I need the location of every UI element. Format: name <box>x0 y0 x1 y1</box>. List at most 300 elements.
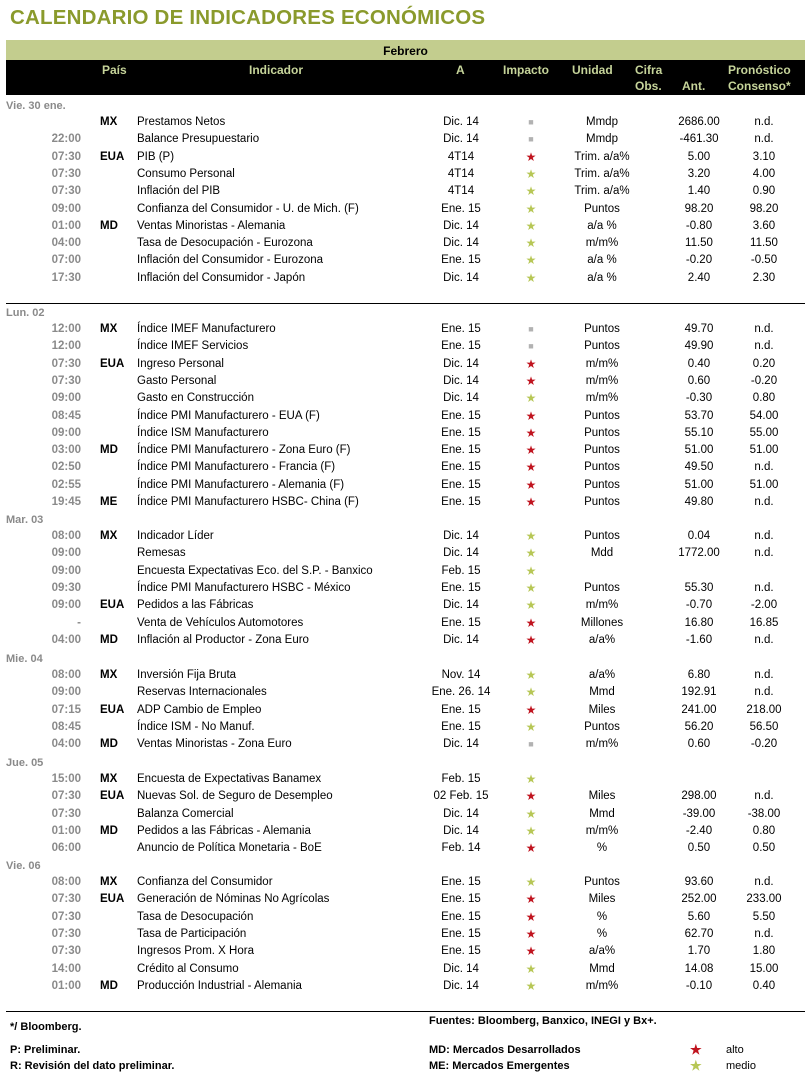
row-unit: m/m% <box>585 738 619 751</box>
row-forecast: 218.00 <box>746 703 782 716</box>
impact-medium-star-icon: ★ <box>525 598 537 613</box>
row-previous: 93.60 <box>684 876 714 888</box>
row-time: 19:45 <box>51 496 81 508</box>
row-unit: m/m% <box>585 979 619 992</box>
table-row <box>6 392 805 409</box>
row-unit: m/m% <box>585 599 619 612</box>
row-forecast: n.d. <box>754 876 774 888</box>
header-cifra: Cifra <box>635 63 663 77</box>
row-time: 07:30 <box>51 374 81 387</box>
row-indicator: Índice PMI Manufacturero - Zona Euro (F) <box>137 444 351 457</box>
row-previous: -0.20 <box>685 254 713 267</box>
row-unit: a/a % <box>587 219 617 232</box>
row-forecast: n.d. <box>754 633 774 646</box>
row-unit: a/a% <box>588 633 616 646</box>
impact-medium-star-icon: ★ <box>525 823 537 838</box>
row-indicator: Gasto en Construcción <box>137 392 254 405</box>
row-forecast: -0.20 <box>750 374 778 387</box>
row-previous: 3.20 <box>687 167 711 180</box>
row-previous: 252.00 <box>681 893 717 906</box>
row-period: Ene. 15 <box>441 910 481 923</box>
row-indicator: Índice IMEF Servicios <box>137 340 249 353</box>
row-previous: -0.30 <box>685 392 713 405</box>
header-impacto: Impacto <box>503 63 550 77</box>
row-forecast: 5.50 <box>752 910 776 923</box>
row-unit: Puntos <box>584 444 620 457</box>
row-previous: 0.40 <box>687 357 711 370</box>
table-row <box>6 842 805 859</box>
footnote-bloomberg: */ Bloomberg. <box>10 1021 82 1033</box>
row-indicator: Índice ISM - No Manuf. <box>137 720 255 733</box>
row-unit: a/a% <box>588 945 616 958</box>
table-header <box>6 60 805 95</box>
row-period: Dic. 14 <box>443 357 479 370</box>
impact-high-star-icon: ★ <box>525 356 537 371</box>
row-indicator: Balanza Comercial <box>137 807 234 820</box>
row-unit: Mdd <box>590 547 614 560</box>
row-period: Ene. 15 <box>441 340 481 353</box>
row-period: Dic. 14 <box>443 133 479 146</box>
row-unit: % <box>596 927 608 940</box>
table-row <box>6 272 805 289</box>
table-row <box>6 669 805 686</box>
row-forecast: 0.40 <box>752 979 776 992</box>
row-indicator: Nuevas Sol. de Seguro de Desempleo <box>137 790 333 803</box>
table-row <box>6 530 805 547</box>
row-unit: % <box>596 842 608 855</box>
row-period: Ene. 15 <box>441 876 481 888</box>
table-row <box>6 790 805 807</box>
impact-medium-star-icon: ★ <box>525 201 537 216</box>
row-previous: 5.00 <box>687 150 711 163</box>
row-previous: 1.70 <box>687 945 711 958</box>
table-row <box>6 565 805 582</box>
table-row <box>6 825 805 842</box>
footnote-sources: Fuentes: Bloomberg, Banxico, INEGI y Bx+. <box>429 1015 657 1027</box>
row-indicator: Consumo Personal <box>137 167 235 180</box>
row-country: MX <box>100 323 118 335</box>
row-previous: 298.00 <box>681 790 717 803</box>
row-time: 09:00 <box>51 547 81 560</box>
table-row <box>6 496 805 513</box>
row-indicator: Tasa de Participación <box>137 927 247 940</box>
header-a: A <box>456 63 465 77</box>
row-time: 09:30 <box>51 581 81 594</box>
row-forecast: n.d. <box>754 461 774 474</box>
row-indicator: Prestamos Netos <box>137 116 226 128</box>
row-time: 07:30 <box>51 167 81 180</box>
row-indicator: Generación de Nóminas No Agrícolas <box>137 893 330 906</box>
row-previous: 5.60 <box>687 910 711 923</box>
row-previous: 1772.00 <box>678 547 720 560</box>
impact-high-star-icon: ★ <box>525 702 537 717</box>
header-unidad: Unidad <box>572 63 613 77</box>
row-unit: Mmd <box>589 807 615 820</box>
impact-medium-star-icon: ★ <box>525 546 537 561</box>
row-forecast: -0.20 <box>750 738 778 751</box>
impact-medium-star-icon: ★ <box>525 218 537 233</box>
row-time: 07:30 <box>51 807 81 820</box>
row-previous: 55.30 <box>684 581 714 594</box>
row-forecast: -38.00 <box>747 807 781 820</box>
row-period: Ene. 15 <box>441 703 481 716</box>
table-row <box>6 410 805 427</box>
row-previous: 55.10 <box>684 426 714 439</box>
impact-medium-star-icon: ★ <box>525 719 537 734</box>
row-country: EUA <box>100 599 125 612</box>
row-unit: Puntos <box>584 876 620 888</box>
row-time: 07:00 <box>51 254 81 267</box>
row-indicator: Pedidos a las Fábricas <box>137 599 254 612</box>
impact-medium-star-icon: ★ <box>525 236 537 251</box>
row-indicator: Inflación al Productor - Zona Euro <box>137 633 309 646</box>
table-row <box>6 634 805 651</box>
row-period: Nov. 14 <box>441 669 481 681</box>
row-forecast: 3.10 <box>752 150 776 163</box>
row-time: 07:30 <box>51 150 81 163</box>
impact-high-star-icon: ★ <box>525 373 537 388</box>
row-period: Dic. 14 <box>443 824 479 837</box>
section-divider <box>6 303 805 304</box>
row-indicator: Anuncio de Política Monetaria - BoE <box>137 842 322 855</box>
row-previous: 14.08 <box>684 962 714 975</box>
table-row <box>6 323 805 340</box>
table-row <box>6 444 805 461</box>
row-forecast: 11.50 <box>750 237 778 250</box>
row-time: 07:30 <box>51 357 81 370</box>
impact-medium-star-icon: ★ <box>525 529 537 543</box>
row-unit: Puntos <box>584 461 620 474</box>
row-unit: Puntos <box>584 340 620 353</box>
row-previous: 51.00 <box>684 478 714 491</box>
row-previous: 0.60 <box>687 374 711 387</box>
row-period: Ene. 15 <box>441 409 481 422</box>
row-period: Dic. 14 <box>443 271 479 284</box>
row-period: Ene. 15 <box>441 616 481 629</box>
row-indicator: Inflación del PIB <box>137 185 221 198</box>
row-unit: Miles <box>588 790 616 803</box>
row-period: Dic. 14 <box>443 807 479 820</box>
row-previous: -461.30 <box>679 133 719 146</box>
row-previous: 0.50 <box>687 842 711 855</box>
row-previous: 53.70 <box>684 409 714 422</box>
row-period: 4T14 <box>447 150 475 163</box>
section-day-label: Mie. 04 <box>6 653 43 665</box>
row-forecast: 16.85 <box>749 616 779 629</box>
impact-high-star-icon: ★ <box>525 425 537 440</box>
row-unit: Miles <box>588 893 616 906</box>
impact-low-square-icon: ■ <box>528 324 534 334</box>
row-indicator: Reservas Internacionales <box>137 686 267 699</box>
impact-high-star-icon: ★ <box>525 460 537 475</box>
header-ant: Ant. <box>682 79 706 93</box>
row-unit: Trim. a/a% <box>574 185 630 198</box>
row-period: Ene. 26. 14 <box>431 686 491 699</box>
table-row <box>6 151 805 168</box>
row-unit: Puntos <box>584 202 620 215</box>
impact-medium-star-icon: ★ <box>525 806 537 821</box>
table-row <box>6 220 805 237</box>
row-indicator: Índice IMEF Manufacturero <box>137 323 276 335</box>
row-time: 01:00 <box>51 219 81 232</box>
row-time: 04:00 <box>51 633 81 646</box>
table-row <box>6 704 805 721</box>
row-indicator: Encuesta de Expectativas Banamex <box>137 773 322 785</box>
impact-medium-star-icon: ★ <box>525 580 537 595</box>
row-period: Ene. 15 <box>441 945 481 958</box>
row-previous: 49.50 <box>684 461 714 474</box>
page-title: CALENDARIO DE INDICADORES ECONÓMICOS <box>10 6 486 29</box>
row-period: Dic. 14 <box>443 116 479 128</box>
row-unit: Puntos <box>584 426 620 439</box>
table-row <box>6 876 805 893</box>
table-row <box>6 617 805 634</box>
row-country: MD <box>100 738 118 751</box>
row-time: 02:50 <box>51 461 81 474</box>
table-row <box>6 203 805 220</box>
impact-high-star-icon: ★ <box>525 841 537 856</box>
impact-medium-star-icon: ★ <box>525 391 537 406</box>
table-row <box>6 963 805 980</box>
row-forecast: 0.20 <box>752 357 776 370</box>
row-forecast: n.d. <box>754 790 774 803</box>
impact-medium-star-icon: ★ <box>525 166 537 181</box>
row-period: Ene. 15 <box>441 202 481 215</box>
row-period: 02 Feb. 15 <box>433 790 489 803</box>
footnote-me: ME: Mercados Emergentes <box>429 1060 570 1072</box>
row-forecast: 98.20 <box>749 202 779 215</box>
impact-high-star-icon: ★ <box>525 926 537 941</box>
table-row <box>6 133 805 150</box>
row-time: 04:00 <box>51 237 81 250</box>
table-row <box>6 980 805 997</box>
impact-medium-star-icon: ★ <box>525 270 537 285</box>
row-forecast: 55.00 <box>749 426 779 439</box>
row-unit: m/m% <box>585 824 619 837</box>
impact-medium-star-icon: ★ <box>525 668 537 682</box>
row-time: 06:00 <box>51 842 81 855</box>
row-time: 01:00 <box>51 979 81 992</box>
table-row <box>6 427 805 444</box>
row-previous: 49.70 <box>684 323 714 335</box>
row-unit: m/m% <box>585 237 619 250</box>
row-indicator: Ventas Minoristas - Alemania <box>137 219 286 232</box>
row-previous: 0.60 <box>687 738 711 751</box>
row-unit: Puntos <box>584 409 620 422</box>
row-forecast: n.d. <box>754 686 774 699</box>
impact-medium-star-icon: ★ <box>525 961 537 976</box>
row-time: 07:30 <box>51 927 81 940</box>
row-previous: -39.00 <box>682 807 716 820</box>
footnote-md: MD: Mercados Desarrollados <box>429 1044 581 1056</box>
row-country: MD <box>100 979 118 992</box>
impact-medium-star-icon: ★ <box>525 978 537 993</box>
row-forecast: n.d. <box>754 547 774 560</box>
row-unit: Puntos <box>584 496 620 508</box>
impact-high-star-icon: ★ <box>525 909 537 924</box>
table-row <box>6 461 805 478</box>
row-time: 14:00 <box>51 962 81 975</box>
row-time: 15:00 <box>51 773 81 785</box>
row-period: Dic. 14 <box>443 633 479 646</box>
row-previous: 56.20 <box>684 720 714 733</box>
table-row <box>6 254 805 271</box>
header-pronostico: Pronóstico <box>728 63 791 77</box>
row-indicator: Índice PMI Manufacturero HSBC - México <box>137 581 351 594</box>
legend-high-star-icon: ★ <box>690 1042 702 1057</box>
row-previous: 51.00 <box>684 444 714 457</box>
row-indicator: Inversión Fija Bruta <box>137 669 237 681</box>
row-indicator: Ingreso Personal <box>137 357 224 370</box>
legend-mid-label: medio <box>726 1060 756 1072</box>
row-forecast: n.d. <box>754 340 774 353</box>
impact-medium-star-icon: ★ <box>525 563 537 578</box>
month-banner: Febrero <box>6 40 805 60</box>
row-country: EUA <box>100 893 125 906</box>
impact-high-star-icon: ★ <box>525 408 537 423</box>
table-row <box>6 599 805 616</box>
impact-medium-star-icon: ★ <box>525 875 537 889</box>
row-period: Dic. 14 <box>443 237 479 250</box>
header-indicador: Indicador <box>249 63 304 77</box>
impact-low-square-icon: ■ <box>528 739 534 750</box>
row-period: Ene. 15 <box>441 581 481 594</box>
row-period: Dic. 14 <box>443 599 479 612</box>
row-country: MD <box>100 633 118 646</box>
row-indicator: Índice ISM Manufacturero <box>137 426 269 439</box>
row-forecast: 56.50 <box>749 720 779 733</box>
row-period: Feb. 14 <box>441 842 481 855</box>
row-forecast: n.d. <box>754 133 774 146</box>
table-row <box>6 168 805 185</box>
row-indicator: Gasto Personal <box>137 374 217 387</box>
header-obs: Obs. <box>635 79 662 93</box>
impact-low-square-icon: ■ <box>528 134 534 145</box>
row-indicator: ADP Cambio de Empleo <box>137 703 262 716</box>
row-previous: 241.00 <box>681 703 717 716</box>
impact-low-square-icon: ■ <box>528 341 534 352</box>
row-unit: Puntos <box>584 581 620 594</box>
row-indicator: Ventas Minoristas - Zona Euro <box>137 738 292 751</box>
table-row <box>6 582 805 599</box>
row-forecast: 4.00 <box>752 167 776 180</box>
row-indicator: Tasa de Desocupación <box>137 910 254 923</box>
row-period: Ene. 15 <box>441 720 481 733</box>
section-day-label: Vie. 30 ene. <box>6 100 66 112</box>
row-indicator: Indicador Líder <box>137 530 214 542</box>
row-forecast: 3.60 <box>752 219 776 232</box>
row-forecast: n.d. <box>754 927 774 940</box>
row-country: MD <box>100 824 118 837</box>
impact-high-star-icon: ★ <box>525 443 537 458</box>
table-row <box>6 375 805 392</box>
impact-medium-star-icon: ★ <box>525 772 537 786</box>
row-indicator: Inflación del Consumidor - Japón <box>137 271 306 284</box>
row-country: EUA <box>100 703 125 716</box>
row-period: Dic. 14 <box>443 547 479 560</box>
row-period: Ene. 15 <box>441 461 481 474</box>
row-time: 08:00 <box>51 669 81 681</box>
row-indicator: Venta de Vehículos Automotores <box>137 616 304 629</box>
row-indicator: Confianza del Consumidor <box>137 876 273 888</box>
row-previous: 1.40 <box>687 185 711 198</box>
row-time: 08:00 <box>51 530 81 542</box>
row-indicator: Tasa de Desocupación - Eurozona <box>137 237 313 250</box>
row-unit: Puntos <box>584 478 620 491</box>
table-row <box>6 893 805 910</box>
table-row <box>6 479 805 496</box>
row-forecast: 51.00 <box>749 444 779 457</box>
row-period: Ene. 15 <box>441 323 481 335</box>
row-period: 4T14 <box>447 167 475 180</box>
table-row <box>6 721 805 738</box>
row-period: Ene. 15 <box>441 426 481 439</box>
row-indicator: Remesas <box>137 547 186 560</box>
row-indicator: Crédito al Consumo <box>137 962 239 975</box>
row-period: Dic. 14 <box>443 962 479 975</box>
row-time: 09:00 <box>51 599 81 612</box>
impact-high-star-icon: ★ <box>525 632 537 647</box>
row-forecast: 233.00 <box>746 893 782 906</box>
row-unit: Millones <box>580 616 624 629</box>
row-previous: 49.80 <box>684 496 714 508</box>
row-previous: 6.80 <box>687 669 711 681</box>
row-previous: 16.80 <box>684 616 714 629</box>
row-period: Feb. 15 <box>441 773 481 785</box>
row-unit: Mmd <box>589 686 615 699</box>
header-pais: País <box>102 63 127 77</box>
row-indicator: Índice PMI Manufacturero HSBC- China (F) <box>137 496 359 508</box>
row-unit: Mmdp <box>586 116 618 128</box>
table-row <box>6 773 805 790</box>
footnote-revision: R: Revisión del dato preliminar. <box>10 1060 175 1072</box>
impact-medium-star-icon: ★ <box>525 184 537 199</box>
footnote-preliminar: P: Preliminar. <box>10 1044 81 1056</box>
row-time: 03:00 <box>51 444 81 457</box>
row-unit: Puntos <box>584 323 620 335</box>
row-time: 08:45 <box>51 720 81 733</box>
row-time: 07:15 <box>51 703 81 716</box>
row-country: MX <box>100 876 118 888</box>
row-forecast: -2.00 <box>750 599 778 612</box>
row-forecast: 0.90 <box>752 185 776 198</box>
table-row <box>6 185 805 202</box>
row-indicator: Encuesta Expectativas Eco. del S.P. - Banxico <box>137 564 373 577</box>
legend-mid-star-icon: ★ <box>690 1058 702 1073</box>
row-unit: Trim. a/a% <box>574 167 630 180</box>
impact-high-star-icon: ★ <box>525 789 537 804</box>
row-forecast: 0.80 <box>752 824 776 837</box>
row-country: MD <box>100 444 118 457</box>
row-forecast: n.d. <box>754 669 774 681</box>
row-forecast: 54.00 <box>749 409 779 422</box>
row-period: Ene. 15 <box>441 496 481 508</box>
impact-high-star-icon: ★ <box>525 615 537 630</box>
row-period: Dic. 14 <box>443 530 479 542</box>
section-day-label: Mar. 03 <box>6 514 44 526</box>
section-day-label: Vie. 06 <box>6 860 41 872</box>
impact-high-star-icon: ★ <box>525 477 537 492</box>
row-forecast: 2.30 <box>752 271 776 284</box>
legend-high-label: alto <box>726 1044 744 1056</box>
row-unit: a/a% <box>588 669 616 681</box>
row-country: MX <box>100 669 118 681</box>
row-forecast: 0.80 <box>752 392 776 405</box>
row-period: Dic. 14 <box>443 374 479 387</box>
row-time: 07:30 <box>51 185 81 198</box>
impact-high-star-icon: ★ <box>525 149 537 164</box>
row-previous: 2686.00 <box>678 116 720 128</box>
